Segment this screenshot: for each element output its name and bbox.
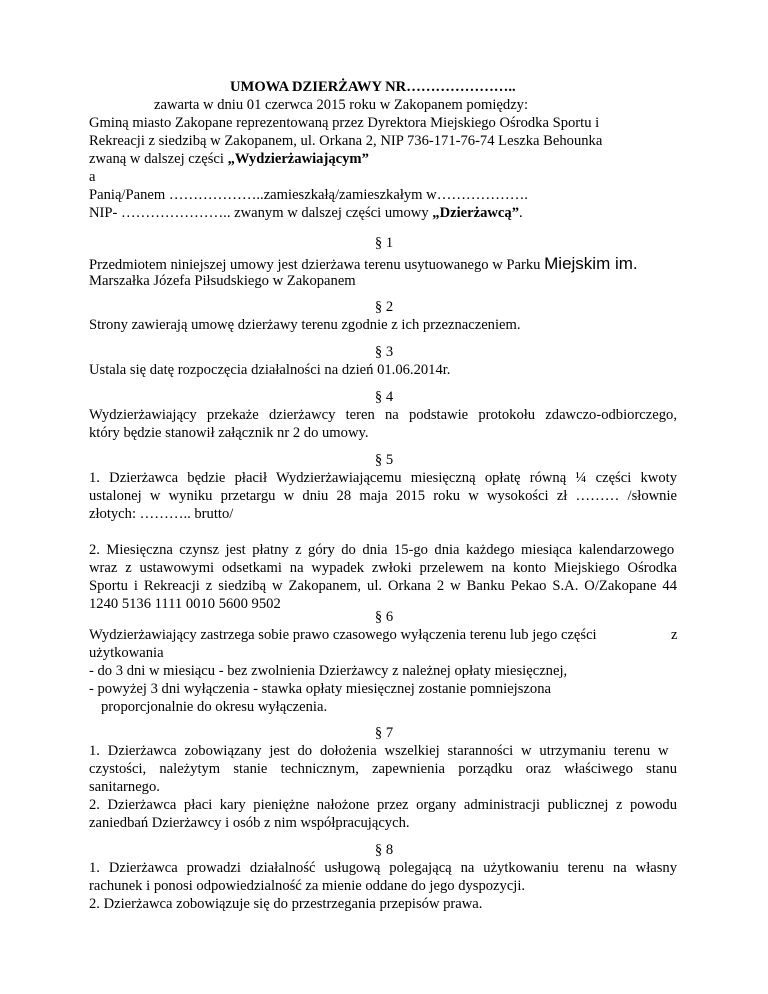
section-3-heading: § 3	[374, 344, 394, 360]
section-6-line-1: Wydzierżawiający zastrzega sobie prawo czasowego wyłączenia terenu lub jego części	[89, 627, 597, 643]
section-7-heading: § 7	[374, 725, 394, 741]
section-2-text: Strony zawierają umowę dzierżawy terenu zgodnie z ich przeznaczeniem.	[89, 317, 521, 333]
section-2-heading: § 2	[374, 299, 394, 315]
document-title: UMOWA DZIERŻAWY NR…………………..	[230, 79, 516, 95]
section-5-p2-line-1: 2. Miesięczna czynsz jest płatny z góry do dnia 15-go dnia każdego miesiąca kalendarzowego	[89, 542, 675, 558]
section-5-p2-line-2: wraz z ustawowymi odsetkami na wypadek zwłoki przelewem na konto Miejskiego Ośrodka	[89, 560, 677, 576]
lessor-name: „Wydzierżawiającym”	[227, 151, 369, 167]
section-5-p2-line-3: Sportu i Rekreacji z siedzibą w Zakopanem, ul. Orkana 2 w Banku Pekao S.A. O/Zakopane 44	[89, 578, 677, 594]
section-1-line-2: Marszałka Józefa Piłsudskiego w Zakopanem	[89, 273, 356, 289]
parties-line-2: Rekreacji z siedzibą w Zakopanem, ul. Orkana 2, NIP 736-171-76-74 Leszka Behounka	[89, 133, 603, 149]
section-6-line-1-end: z	[671, 627, 678, 643]
section-5-p2-line-4: 1240 5136 1111 0010 5600 9502	[89, 596, 281, 612]
section-8-heading: § 8	[374, 842, 394, 858]
section-5-p1-line-2: ustalonej w wyniku przetargu w dniu 28 maja 2015 roku w wysokości zł ……… /słownie	[89, 488, 677, 504]
section-8-p1-line-2: rachunek i ponosi odpowiedzialność za mienie oddane do jego dyspozycji.	[89, 878, 526, 894]
parties-line-4: a	[89, 169, 96, 185]
section-3-text: Ustala się datę rozpoczęcia działalności na dzień 01.06.2014r.	[89, 362, 451, 378]
section-5-heading: § 5	[374, 452, 394, 468]
intro-line: zawarta w dniu 01 czerwca 2015 roku w Zakopanem pomiędzy:	[154, 97, 529, 113]
section-8-p2-line-1: 2. Dzierżawca zobowiązuje się do przestrzegania przepisów prawa.	[89, 896, 483, 912]
section-4-line-1: Wydzierżawiający przekaże dzierżawcy teren na podstawie protokołu zdawczo-odbiorczego,	[89, 407, 677, 423]
parties-line-5: Panią/Panem ………………..zamieszkałą/zamieszkałym w……………….	[89, 187, 528, 203]
parties-line-6: NIP- ………………….. zwanym w dalszej części umowy „Dzierżawcą”.	[89, 205, 523, 221]
section-5-p1-line-1: 1. Dzierżawca będzie płacił Wydzierżawiającemu miesięczną opłatę równą ¼ części kwoty	[89, 470, 677, 486]
section-7-p1-line-2: czystości, należytym stanie technicznym, zapewnienia porządku oraz właściwego stanu	[89, 761, 677, 777]
section-6-line-2: użytkowania	[89, 645, 164, 661]
section-6-line-4: - powyżej 3 dni wyłączenia - stawka opłaty miesięcznej zostanie pomniejszona	[89, 681, 551, 697]
section-6-heading: § 6	[374, 609, 394, 625]
parties-line-1: Gminą miasto Zakopane reprezentowaną przez Dyrektora Miejskiego Ośrodka Sportu i	[89, 115, 600, 131]
section-1-line-1: Przedmiotem niniejszej umowy jest dzierżawa terenu usytuowanego w Parku Miejskim im.	[89, 254, 638, 273]
section-7-p1-line-3: sanitarnego.	[89, 779, 160, 795]
section-6-line-5: proporcjonalnie do okresu wyłączenia.	[101, 699, 328, 715]
section-8-p1-line-1: 1. Dzierżawca prowadzi działalność usługową polegającą na użytkowaniu terenu na własny	[89, 860, 677, 876]
parties-line-3: zwaną w dalszej części „Wydzierżawiającym”	[89, 151, 369, 167]
section-4-line-2: który będzie stanowił załącznik nr 2 do umowy.	[89, 425, 369, 441]
section-1-heading: § 1	[374, 235, 394, 251]
section-7-p2-line-1: 2. Dzierżawca płaci kary pieniężne nałożone przez organy administracji publicznej z powodu	[89, 797, 677, 813]
section-4-heading: § 4	[374, 389, 394, 405]
section-7-p1-line-1: 1. Dzierżawca zobowiązany jest do dołożenia wszelkiej staranności w utrzymaniu terenu w	[89, 743, 669, 759]
section-7-p2-line-2: zaniedbań Dzierżawcy i osób z nim współpracujących.	[89, 815, 410, 831]
section-6-line-3: - do 3 dni w miesiącu - bez zwolnienia Dzierżawcy z należnej opłaty miesięcznej,	[89, 663, 568, 679]
section-5-p1-line-3: złotych: ……….. brutto/	[89, 506, 234, 522]
lessee-name: „Dzierżawcą”	[432, 205, 520, 221]
